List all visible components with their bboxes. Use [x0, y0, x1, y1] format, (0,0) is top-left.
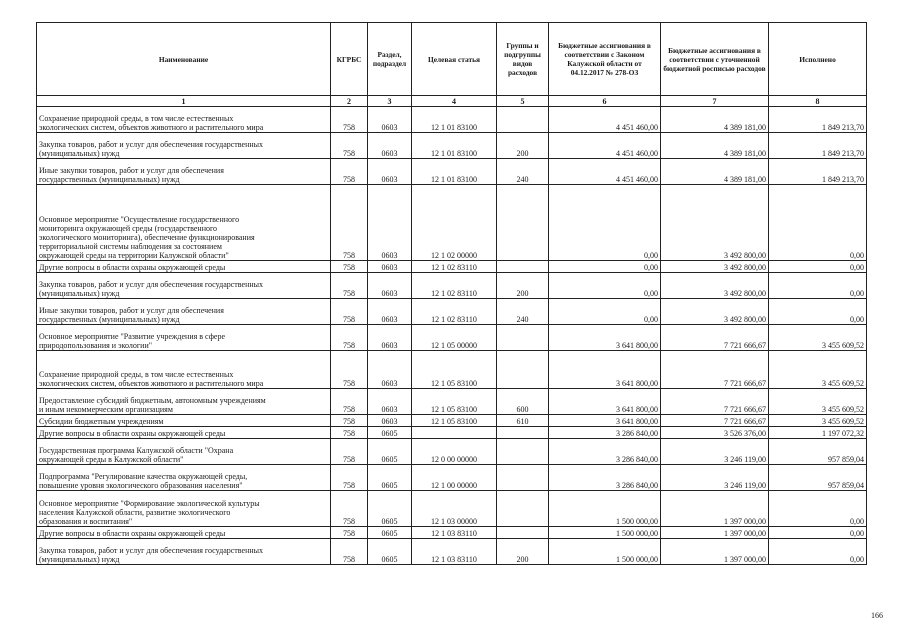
cell-razdel: 0603	[368, 389, 412, 415]
cell-done: 0,00	[769, 299, 867, 325]
column-header: Бюджетные ассигнования в соответствии с Законом Калужской области от 04.12.2017 № 278-ОЗ	[549, 23, 661, 96]
cell-done: 0,00	[769, 261, 867, 273]
cell-target: 12 1 05 83100	[412, 415, 497, 427]
cell-target: 12 1 05 83100	[412, 389, 497, 415]
table-row	[37, 389, 867, 415]
cell-group	[497, 325, 549, 351]
cell-plan: 3 492 800,00	[661, 299, 769, 325]
cell-law: 4 451 460,00	[549, 159, 661, 185]
cell-law: 1 500 000,00	[549, 539, 661, 565]
budget-table	[36, 22, 867, 565]
cell-target: 12 1 00 00000	[412, 465, 497, 491]
cell-law: 3 641 800,00	[549, 351, 661, 389]
column-number: 5	[497, 96, 549, 107]
cell-name: Закупка товаров, работ и услуг для обеспечения государственных (муниципальных) нужд	[37, 273, 331, 299]
cell-law: 3 641 800,00	[549, 415, 661, 427]
cell-done: 0,00	[769, 185, 867, 261]
table-row	[37, 527, 867, 539]
cell-plan: 3 246 119,00	[661, 465, 769, 491]
cell-plan: 1 397 000,00	[661, 539, 769, 565]
cell-kgrbs: 758	[331, 133, 368, 159]
column-number: 8	[769, 96, 867, 107]
cell-kgrbs: 758	[331, 465, 368, 491]
cell-group	[497, 351, 549, 389]
column-header: Раздел, подраздел	[368, 23, 412, 96]
cell-plan: 3 246 119,00	[661, 439, 769, 465]
cell-done: 0,00	[769, 273, 867, 299]
cell-plan: 7 721 666,67	[661, 325, 769, 351]
cell-group: 240	[497, 299, 549, 325]
cell-law: 4 451 460,00	[549, 133, 661, 159]
table-row	[37, 299, 867, 325]
cell-razdel: 0603	[368, 185, 412, 261]
cell-razdel: 0605	[368, 465, 412, 491]
cell-target: 12 1 01 83100	[412, 159, 497, 185]
cell-kgrbs: 758	[331, 159, 368, 185]
cell-kgrbs: 758	[331, 389, 368, 415]
column-number: 6	[549, 96, 661, 107]
column-header: КГРБС	[331, 23, 368, 96]
cell-razdel: 0603	[368, 107, 412, 133]
cell-target: 12 1 05 83100	[412, 351, 497, 389]
cell-plan: 3 492 800,00	[661, 261, 769, 273]
cell-done: 3 455 609,52	[769, 389, 867, 415]
cell-target: 12 1 02 83110	[412, 261, 497, 273]
cell-group	[497, 439, 549, 465]
cell-razdel: 0603	[368, 351, 412, 389]
cell-name: Подпрограмма "Регулирование качества окружающей среды, повышение уровня экологического образования населения"	[37, 465, 331, 491]
cell-group	[497, 491, 549, 527]
cell-kgrbs: 758	[331, 273, 368, 299]
cell-target: 12 1 02 00000	[412, 185, 497, 261]
cell-razdel: 0605	[368, 427, 412, 439]
column-number: 7	[661, 96, 769, 107]
cell-kgrbs: 758	[331, 261, 368, 273]
cell-law: 1 500 000,00	[549, 527, 661, 539]
column-header: Исполнено	[769, 23, 867, 96]
cell-group: 240	[497, 159, 549, 185]
cell-kgrbs: 758	[331, 415, 368, 427]
table-row	[37, 465, 867, 491]
cell-group	[497, 465, 549, 491]
table-row	[37, 351, 867, 389]
cell-plan: 1 397 000,00	[661, 491, 769, 527]
cell-kgrbs: 758	[331, 107, 368, 133]
cell-name: Основное мероприятие "Формирование экологической культуры населения Калужской области, развитие экологического образования и воспитания"	[37, 491, 331, 527]
cell-name: Другие вопросы в области охраны окружающей среды	[37, 261, 331, 273]
cell-name: Другие вопросы в области охраны окружающей среды	[37, 427, 331, 439]
cell-razdel: 0605	[368, 491, 412, 527]
table-row	[37, 415, 867, 427]
cell-target: 12 1 05 00000	[412, 325, 497, 351]
column-number: 2	[331, 96, 368, 107]
cell-plan: 4 389 181,00	[661, 133, 769, 159]
table-row	[37, 107, 867, 133]
cell-plan: 3 492 800,00	[661, 185, 769, 261]
cell-kgrbs: 758	[331, 299, 368, 325]
cell-target: 12 1 01 83100	[412, 107, 497, 133]
cell-kgrbs: 758	[331, 439, 368, 465]
column-header: Целевая статья	[412, 23, 497, 96]
cell-name: Сохранение природной среды, в том числе естественных экологических систем, объектов животного и растительного мира	[37, 107, 331, 133]
column-number: 3	[368, 96, 412, 107]
table-row	[37, 261, 867, 273]
cell-name: Другие вопросы в области охраны окружающей среды	[37, 527, 331, 539]
cell-plan: 7 721 666,67	[661, 389, 769, 415]
cell-plan: 4 389 181,00	[661, 107, 769, 133]
cell-done: 0,00	[769, 491, 867, 527]
cell-razdel: 0603	[368, 133, 412, 159]
cell-done: 1 197 072,32	[769, 427, 867, 439]
cell-done: 3 455 609,52	[769, 415, 867, 427]
cell-group: 600	[497, 389, 549, 415]
cell-law: 0,00	[549, 261, 661, 273]
table-row	[37, 491, 867, 527]
cell-done: 3 455 609,52	[769, 325, 867, 351]
cell-plan: 7 721 666,67	[661, 415, 769, 427]
cell-name: Основное мероприятие "Осуществление государственного мониторинга окружающей среды (государственного экологического мониторинга), обеспечение функционирования территориальной системы наблюдения за состоянием окружающей среды на территории Калужской области"	[37, 185, 331, 261]
cell-target: 12 1 03 83110	[412, 539, 497, 565]
table-row	[37, 273, 867, 299]
cell-target: 12 1 03 00000	[412, 491, 497, 527]
cell-razdel: 0605	[368, 439, 412, 465]
column-header: Наименование	[37, 23, 331, 96]
cell-name: Иные закупки товаров, работ и услуг для обеспечения государственных (муниципальных) нужд	[37, 299, 331, 325]
cell-target	[412, 427, 497, 439]
cell-law: 1 500 000,00	[549, 491, 661, 527]
cell-group: 200	[497, 133, 549, 159]
table-row	[37, 539, 867, 565]
table-header-row	[37, 23, 867, 96]
cell-kgrbs: 758	[331, 325, 368, 351]
cell-target: 12 1 02 83110	[412, 299, 497, 325]
cell-kgrbs: 758	[331, 491, 368, 527]
cell-law: 3 286 840,00	[549, 465, 661, 491]
cell-name: Закупка товаров, работ и услуг для обеспечения государственных (муниципальных) нужд	[37, 539, 331, 565]
cell-name: Иные закупки товаров, работ и услуг для обеспечения государственных (муниципальных) нужд	[37, 159, 331, 185]
cell-razdel: 0603	[368, 325, 412, 351]
cell-done: 3 455 609,52	[769, 351, 867, 389]
cell-law: 3 286 840,00	[549, 439, 661, 465]
cell-razdel: 0603	[368, 261, 412, 273]
cell-razdel: 0605	[368, 527, 412, 539]
page-number: 166	[871, 611, 883, 620]
cell-done: 0,00	[769, 527, 867, 539]
column-header: Группы и подгруппы видов расходов	[497, 23, 549, 96]
cell-group	[497, 261, 549, 273]
cell-group	[497, 185, 549, 261]
cell-name: Закупка товаров, работ и услуг для обеспечения государственных (муниципальных) нужд	[37, 133, 331, 159]
cell-plan: 7 721 666,67	[661, 351, 769, 389]
column-number: 1	[37, 96, 331, 107]
cell-done: 1 849 213,70	[769, 133, 867, 159]
cell-law: 4 451 460,00	[549, 107, 661, 133]
cell-law: 0,00	[549, 299, 661, 325]
cell-target: 12 0 00 00000	[412, 439, 497, 465]
cell-group: 610	[497, 415, 549, 427]
cell-group	[497, 527, 549, 539]
cell-group: 200	[497, 273, 549, 299]
column-header: Бюджетные ассигнования в соответствии с уточненной бюджетной росписью расходов	[661, 23, 769, 96]
cell-law: 0,00	[549, 273, 661, 299]
cell-done: 0,00	[769, 539, 867, 565]
table-row	[37, 427, 867, 439]
cell-done: 1 849 213,70	[769, 159, 867, 185]
cell-group	[497, 427, 549, 439]
cell-target: 12 1 02 83110	[412, 273, 497, 299]
cell-plan: 4 389 181,00	[661, 159, 769, 185]
cell-law: 3 641 800,00	[549, 389, 661, 415]
table-row	[37, 159, 867, 185]
cell-law: 3 286 840,00	[549, 427, 661, 439]
cell-target: 12 1 01 83100	[412, 133, 497, 159]
table-row	[37, 439, 867, 465]
table-row	[37, 133, 867, 159]
cell-razdel: 0603	[368, 159, 412, 185]
cell-plan: 3 526 376,00	[661, 427, 769, 439]
cell-done: 957 859,04	[769, 439, 867, 465]
cell-razdel: 0605	[368, 539, 412, 565]
cell-kgrbs: 758	[331, 185, 368, 261]
cell-law: 3 641 800,00	[549, 325, 661, 351]
cell-plan: 3 492 800,00	[661, 273, 769, 299]
cell-razdel: 0603	[368, 415, 412, 427]
cell-kgrbs: 758	[331, 527, 368, 539]
cell-razdel: 0603	[368, 299, 412, 325]
cell-done: 957 859,04	[769, 465, 867, 491]
table-row	[37, 185, 867, 261]
cell-plan: 1 397 000,00	[661, 527, 769, 539]
cell-group	[497, 107, 549, 133]
table-row	[37, 325, 867, 351]
cell-name: Государственная программа Калужской области "Охрана окружающей среды в Калужской области"	[37, 439, 331, 465]
column-number-row	[37, 96, 867, 107]
cell-kgrbs: 758	[331, 539, 368, 565]
cell-name: Субсидии бюджетным учреждениям	[37, 415, 331, 427]
cell-done: 1 849 213,70	[769, 107, 867, 133]
table-body	[37, 107, 867, 565]
cell-kgrbs: 758	[331, 351, 368, 389]
cell-group: 200	[497, 539, 549, 565]
cell-target: 12 1 03 83110	[412, 527, 497, 539]
cell-kgrbs: 758	[331, 427, 368, 439]
cell-name: Предоставление субсидий бюджетным, автономным учреждениям и иным некоммерческим организациям	[37, 389, 331, 415]
cell-name: Сохранение природной среды, в том числе естественных экологических систем, объектов животного и растительного мира	[37, 351, 331, 389]
cell-razdel: 0603	[368, 273, 412, 299]
cell-name: Основное мероприятие "Развитие учреждения в сфере природопользования и экологии"	[37, 325, 331, 351]
cell-law: 0,00	[549, 185, 661, 261]
column-number: 4	[412, 96, 497, 107]
